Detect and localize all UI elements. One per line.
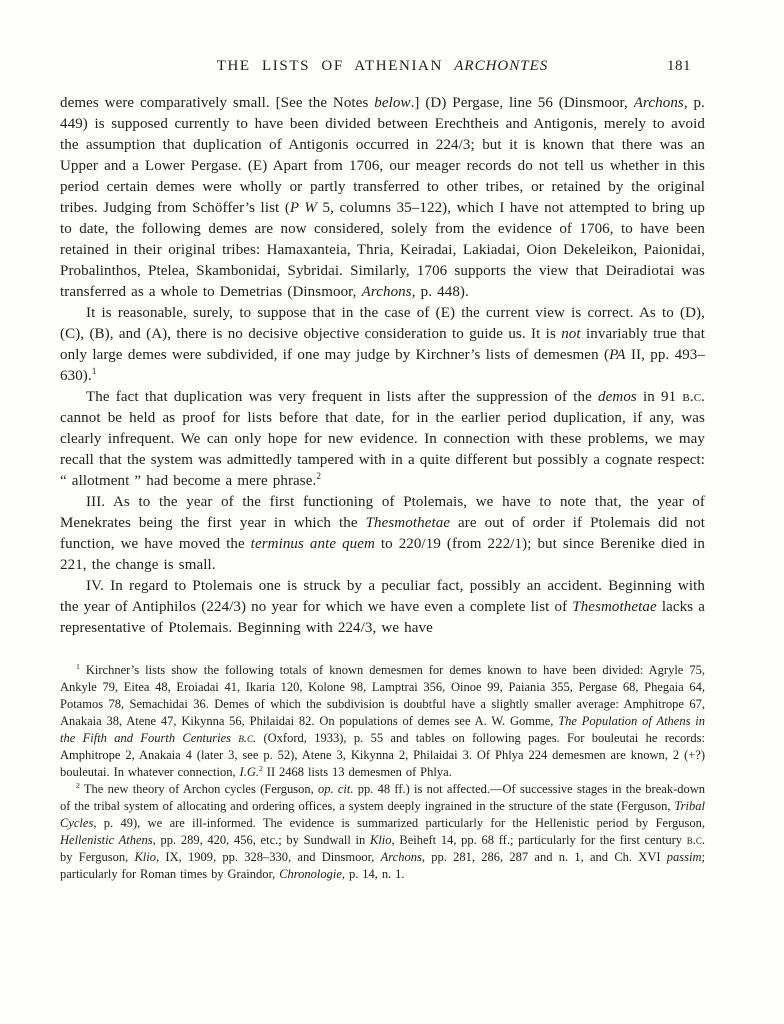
text-segment-i: P W [289,200,318,216]
text-segment-i: Thesmothetae [572,599,657,615]
text-segment: in 91 [636,389,683,405]
text-segment: The fact that duplication was very frequent in lists after the suppression of the [86,389,599,405]
text-segment-i: Klio [134,850,157,864]
text-segment: III. As to the year of the first functioning of Ptolemais, we have to note that, the year of Menekrates being the first year in which the [60,494,705,531]
text-segment-i: op. cit. [317,782,354,796]
text-segment: 5, columns 35–122), which I have not attempted to bring up to date, the following demes are now considered, solely from the evidence of 1706, to have been retained in their original tribes: Hamaxanteia, Thria, Keiradai, Lakiadai, Oion Dekeleikon, Paionidai, Probalinthos, Ptelea, Skambonidai, Sybridai. Similarly, 1706 supports the view that Deiradiotai was transferred as a whole to Demetrias (Dinsmoor, [60,200,705,300]
running-head-italic-text: ARCHONTES [454,58,549,74]
text-segment-i: Klio [369,833,392,847]
text-segment: It is reasonable, surely, to suppose that in the case of (E) the current view is correct. As to (D), (C), (B), and (A), there is no decisive objective consideration to guide us. It is [60,305,705,342]
text-segment-i: Archons [633,95,684,111]
text-segment: , p. 449) is supposed currently to have been divided between Erechtheis and Antigonis, merely to avoid the assumption that duplication of Antigonis occurred in 224/3; but it is known that there was an Upper and a Lower Pergase. (E) Apart from 1706, our meager records do not tell us whether in this period certain demes were wholly or partly transferred to other tribes, or retained by the original tribes. Judging from Schöffer’s list ( [60,95,705,216]
text-segment: , pp. 281, 286, 287 and n. 1, and Ch. XVI [421,850,667,864]
text-segment-isc: b.c. [231,731,257,745]
text-segment: The new theory of Archon cycles (Ferguson, [79,782,318,796]
body-paragraph [60,576,705,639]
running-head [60,58,705,76]
text-segment: IV. In regard to Ptolemais one is struck by a peculiar fact, possibly an accident. Beginning with the year of Antiphilos (224/3) no year for which we have even a complete list of [60,578,705,615]
text-segment: , IX, 1909, pp. 328–330, and Dinsmoor, [156,850,381,864]
text-segment: .] (D) Pergase, line 56 (Dinsmoor, [410,95,634,111]
text-segment-i: not [561,326,581,342]
text-segment-i: passim [666,850,702,864]
text-segment: Kirchner’s lists show the following totals of known demesmen for demes known to have been divided: Agryle 75, Ankyle 79, Eitea 48, Eroiadai 41, Ikaria 120, Kolone 98, Lamptrai 356, Oinoe 99, Paiania 355, Pergase 68, Phegaia 64, Potamos 78, Semachidai 36. Demes of which the subdivision is doubtful have a slightly smaller average: Amphitrope 67, Anakaia 38, Atene 47, Kikynna 56, Philaidai 82. On populations of demes see A. W. Gomme, [60,663,705,728]
text-segment-i: demos [598,389,637,405]
body-paragraph [60,387,705,492]
body-paragraph [60,492,705,576]
text-segment: II 2468 lists 13 demesmen of Phlya. [262,765,452,779]
body-paragraph [60,93,705,303]
footnote [60,781,705,883]
text-segment-i: Chronologie [279,867,342,881]
text-segment-i: Hellenistic Athens [60,833,153,847]
text-segment-sup: 2 [316,472,322,482]
text-segment-sup: 2 [76,780,80,790]
body-text [60,93,705,639]
text-segment: , pp. 289, 420, 456, etc.; by Sundwall in [152,833,370,847]
text-segment-i: PA [609,347,626,363]
body-paragraph [60,303,705,387]
text-segment: to 220/19 (from 222/1); but since Berenike died in 221, the change is small. [60,536,706,573]
page-number: 181 [667,58,691,74]
text-segment: are out of order if Ptolemais did not function, we have moved the [60,515,705,552]
text-segment: invariably true that only large demes were subdivided, if one may judge by Kirchner’s lists of demesmen ( [60,326,706,363]
running-head-text: THE LISTS OF ATHENIAN [216,58,443,74]
text-segment-i: Archons [380,850,422,864]
text-segment: lacks a representative of Ptolemais. Beginning with 224/3, we have [60,599,705,636]
text-segment-sup: 2 [258,763,263,773]
text-segment-sc: b.c. [686,833,705,847]
text-segment-i: The Population of Athens in the Fifth and Fourth Centuries [60,714,705,745]
text-segment: demes were comparatively small. [See the Notes [60,95,375,111]
text-segment: by Ferguson, [60,850,135,864]
text-segment: cannot be held as proof for lists before that date, for in the earlier period duplication, if any, was clearly infrequent. We can only hope for new evidence. In connection with these problems, we may recall that the system was admittedly tampered with in a quite different but possibly a cognate respect: “ allotment ” had become a mere phrase. [60,410,705,489]
text-segment-i: Thesmothetae [365,515,451,531]
text-segment-i: Tribal Cycles [60,799,705,830]
text-segment-sc: b.c. [682,389,705,405]
text-segment: , p. 49), we are ill-informed. The evidence is summarized particularly for the Hellenistic period by Ferguson, [93,816,705,830]
footnotes [60,662,705,883]
text-segment-i: I.G. [239,765,259,779]
text-segment: pp. 48 ff.) is not affected.—Of successive stages in the break-down of the tribal system of allocating and ordering offices, a system deeply ingrained in the structure of the state (Ferguson, [60,782,706,813]
text-segment: , Beiheft 14, pp. 68 ff.; particularly for the first century [391,833,687,847]
text-segment: (Oxford, 1933), p. 55 and tables on following pages. For bouleutai he records: Amphitrope 2, Anakaia 4 (later 3, see p. 52), Atene 3, Kikynna 2, Philaidai 3. Of Phlya 224 demesmen are known, 2 (+?) bouleutai. In whatever connection, [60,731,705,779]
text-segment-sup: 1 [91,367,97,377]
text-segment-sup: 1 [76,661,80,671]
text-segment: , p. 14, n. 1. [341,867,405,881]
text-segment: , p. 448). [411,284,469,300]
text-segment-i: Archons [361,284,412,300]
text-segment: ; particularly for Roman times by Graindor, [60,850,706,881]
running-head-title [60,58,705,75]
footnote [60,662,705,781]
text-segment-i: terminus ante quem [250,536,375,552]
text-segment: II, pp. 493–630). [60,347,705,384]
text-segment-i: below [374,95,411,111]
